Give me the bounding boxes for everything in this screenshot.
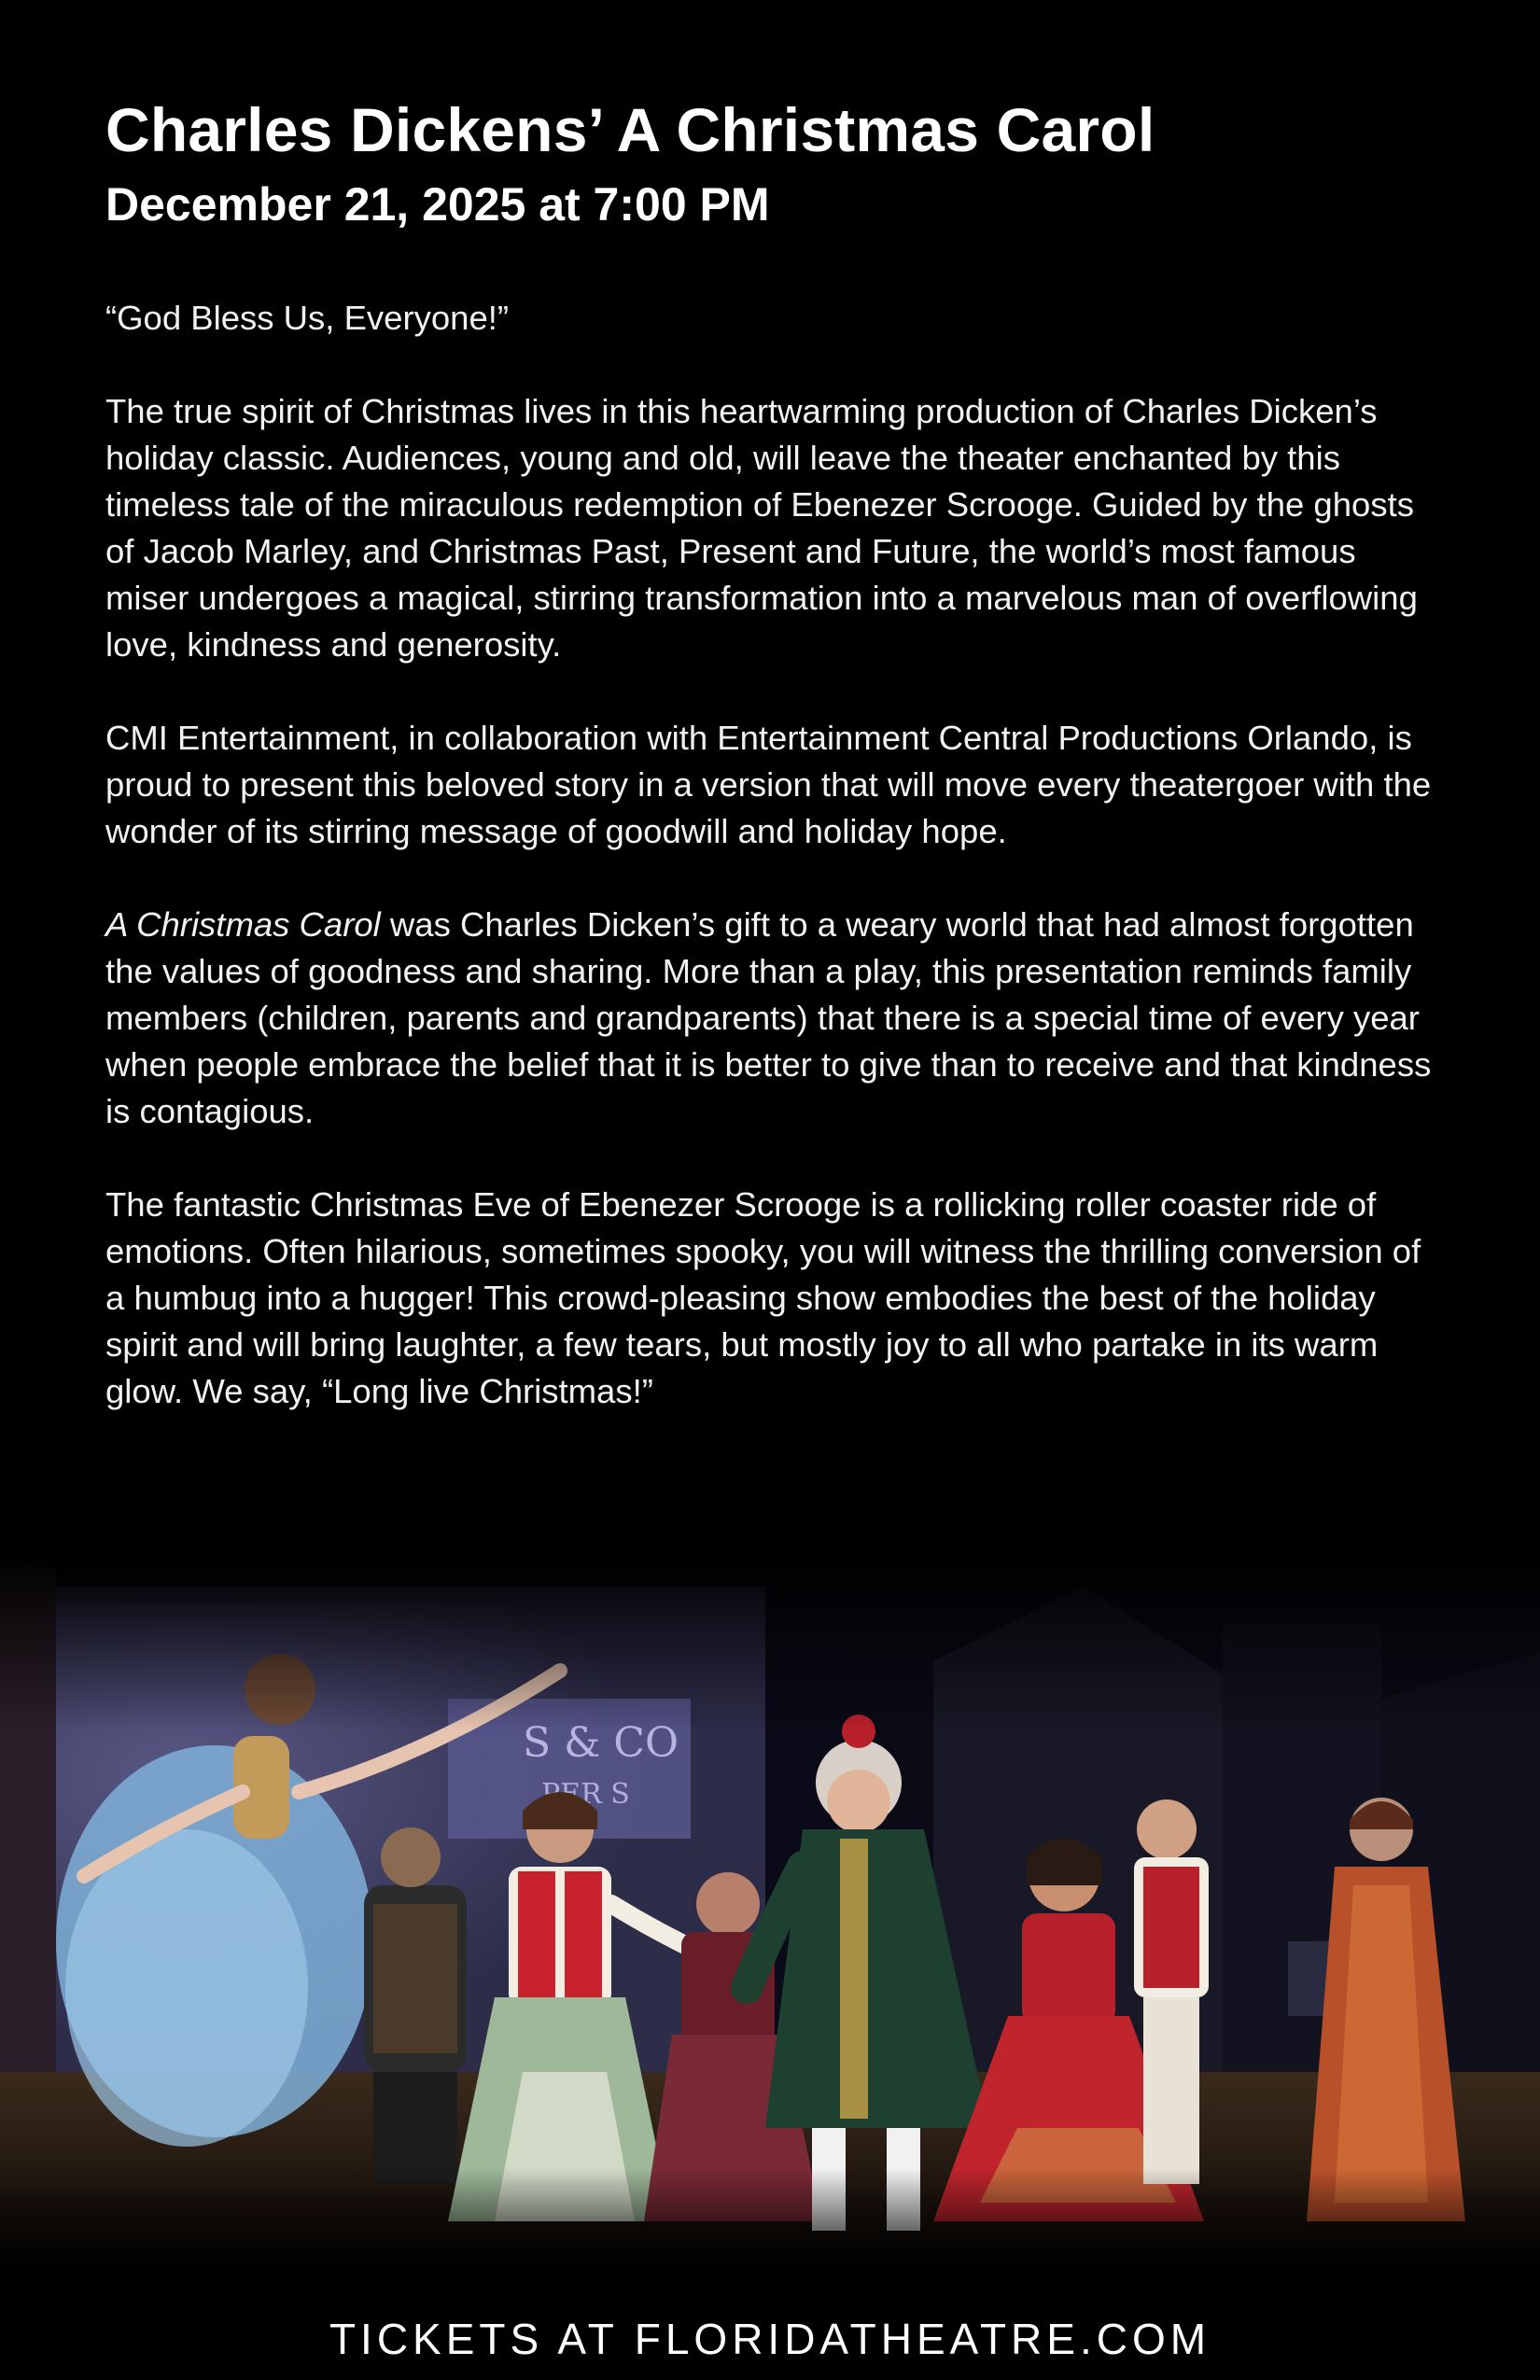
paragraph-gift-text: was Charles Dicken’s gift to a weary world that had almost forgotten the values of goodness and sharing. More than a play, this presentation reminds family members (children, parents and grandparents) that there is a special time of every year when people embrace the belief that it is better to give than to receive and that kindness is contagious. xyxy=(105,905,1432,1130)
paragraph-rollercoaster: The fantastic Christmas Eve of Ebenezer Scrooge is a rollicking roller coaster ride of emotions. Often hilarious, sometimes spooky, you will witness the thrilling conversion of a humbug into a hugger! This crowd-pleasing show embodies the best of the holiday spirit and will bring laughter, a few tears, but mostly joy to all who partake in its warm glow. We say, “Long live Christmas!” xyxy=(105,1185,1421,1410)
stage-photo xyxy=(0,1549,1540,2277)
tickets-footer: TICKETS AT FLORIDATHEATRE.COM xyxy=(329,2315,1211,2363)
paragraph-intro: The true spirit of Christmas lives in this heartwarming production of Charles Dicken’s holiday classic. Audiences, young and old, will leave the theater enchanted by this timeless tale of the miraculous redemption of Ebenezer Scrooge. Guided by the ghosts of Jacob Marley, and Christmas Past, Present and Future, the world’s most famous miser undergoes a magical, stirring transformation into a marvelous man of overflowing love, kindness and generosity. xyxy=(105,392,1418,664)
stage-scene xyxy=(0,1549,1540,2277)
tagline: “God Bless Us, Everyone!” xyxy=(105,299,510,337)
paragraph-presenters: CMI Entertainment, in collaboration with Entertainment Central Productions Orlando, is proud to present this beloved story in a version that will move every theatergoer with the wonder of its stirring message of goodwill and holiday hope. xyxy=(105,719,1432,850)
event-date: December 21, 2025 at 7:00 PM xyxy=(105,178,770,231)
paragraph-gift xyxy=(105,902,1440,1135)
play-title: A Christmas Carol xyxy=(105,905,381,944)
text-content xyxy=(105,91,1440,1415)
description xyxy=(105,295,1440,1415)
page-title: Charles Dickens’ A Christmas Carol xyxy=(105,95,1155,164)
